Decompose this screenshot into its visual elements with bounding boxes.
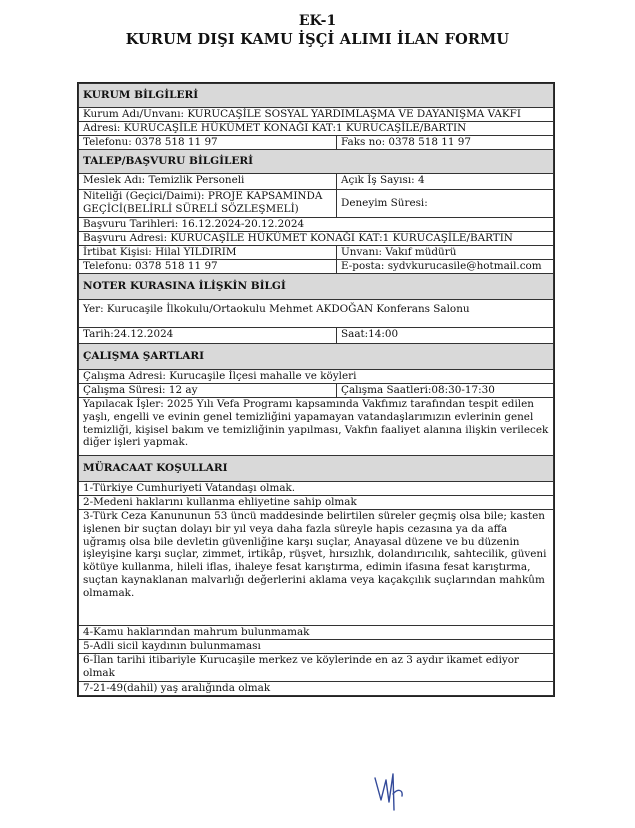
noter-saat: Saat:14:00 xyxy=(337,328,554,344)
kosul-4: 4-Kamu haklarından mahrum bulunmamak xyxy=(79,626,554,640)
meslek-adi: Meslek Adı: Temizlik Personeli xyxy=(79,174,337,190)
kosul-2: 2-Medeni haklarını kullanma ehliyetine sahip olmak xyxy=(79,496,554,510)
section-title: ÇALIŞMA ŞARTLARI xyxy=(79,344,554,370)
application-form xyxy=(77,82,555,697)
unvan: Unvanı: Vakıf müdürü xyxy=(337,246,554,260)
kurum-adres: Adresi: KURUCAŞİLE HÜKÜMET KONAĞI KAT:1 KURUCAŞİLE/BARTIN xyxy=(79,122,554,136)
kosul-7: 7-21-49(dahil) yaş aralığında olmak xyxy=(79,682,554,696)
yapilacak-isler: Yapılacak İşler: 2025 Yılı Vefa Programı kapsamında Vakfımız tarafından tespit edilen yaşlı, engelli ve evinin genel temizliğini yapamayan vatandaşlarımızın evlerinin genel temizliği, kişisel bakım ve temizliğinin yapılması, Vakfın faaliyet alanına ilişkin verilecek diğer işleri yapmak. xyxy=(79,398,554,456)
niteligi-line-1: Niteliği (Geçici/Daimi): PROJE KAPSAMINDA xyxy=(83,190,323,202)
kurum-ad: Kurum Adı/Unvanı: KURUCAŞİLE SOSYAL YARDIMLAŞMA VE DAYANIŞMA VAKFI xyxy=(79,108,554,122)
niteligi-line-2: GEÇİCİ(BELİRLİ SÜRELİ SÖZLEŞMELİ) xyxy=(83,202,299,215)
noter-tarih: Tarih:24.12.2024 xyxy=(79,328,337,344)
kosul-1: 1-Türkiye Cumhuriyeti Vatandaşı olmak. xyxy=(79,482,554,496)
section-title: KURUM BİLGİLERİ xyxy=(79,84,554,108)
kurum-faks: Faks no: 0378 518 11 97 xyxy=(337,136,554,150)
irtibat-kisisi: İrtibat Kişisi: Hilal YILDIRIM xyxy=(79,246,337,260)
talep-telefon: Telefonu: 0378 518 11 97 xyxy=(79,260,337,274)
section-title: TALEP/BAŞVURU BİLGİLERİ xyxy=(79,150,554,174)
signature-mark xyxy=(372,766,406,814)
noter-section-header xyxy=(79,274,554,300)
muracaat-section-header xyxy=(79,456,554,482)
kosul-3: 3-Türk Ceza Kanununun 53 üncü maddesinde belirtilen süreler geçmiş olsa bile; kasten işlenen bir suçtan dolayı bir yıl veya daha fazla süreyle hapis cezasına ya da affa uğramış olsa bile devletin güvenliğine karşı suçlar, Anayasal düzene ve bu düzenin işleyişine karşı suçlar, zimmet, irtikâp, rüşvet, hırsızlık, dolandırıcılık, sahtecilik, güveni kötüye kullanma, hileli iflas, ihaleye fesat karıştırma, edimin ifasına fesat karıştırma, suçtan kaynaklanan malvarlığı değerlerini aklama veya kaçakçılık suçlarından mahkûm olmamak. xyxy=(79,510,554,626)
kosul-5: 5-Adli sicil kaydının bulunmaması xyxy=(79,640,554,654)
form-title: KURUM DIŞI KAMU İŞÇİ ALIMI İLAN FORMU xyxy=(125,31,510,48)
basvuru-adresi: Başvuru Adresi: KURUCAŞİLE HÜKÜMET KONAĞI KAT:1 KURUCAŞİLE/BARTIN xyxy=(79,232,554,246)
basvuru-tarihleri: Başvuru Tarihleri: 16.12.2024-20.12.2024 xyxy=(79,218,554,232)
calisma-section-header xyxy=(79,344,554,370)
section-title: NOTER KURASINA İLİŞKİN BİLGİ xyxy=(79,274,554,300)
kosul-6: 6-İlan tarihi itibariyle Kurucaşile merkez ve köylerinde en az 3 aydır ikamet ediyor olmak xyxy=(79,654,554,682)
kurum-section-header xyxy=(79,84,554,108)
calisma-saatleri: Çalışma Saatleri:08:30-17:30 xyxy=(337,384,554,398)
deneyim-suresi: Deneyim Süresi: xyxy=(337,190,554,218)
niteligi xyxy=(79,190,337,218)
annex-number: EK-1 xyxy=(298,13,337,29)
talep-section-header xyxy=(79,150,554,174)
kurum-telefon: Telefonu: 0378 518 11 97 xyxy=(79,136,337,150)
section-title: MÜRACAAT KOŞULLARI xyxy=(79,456,554,482)
acik-is-sayisi: Açık İş Sayısı: 4 xyxy=(337,174,554,190)
noter-yer: Yer: Kurucaşile İlkokulu/Ortaokulu Mehmet AKDOĞAN Konferans Salonu xyxy=(79,300,554,328)
calisma-adresi: Çalışma Adresi: Kurucaşile İlçesi mahalle ve köyleri xyxy=(79,370,554,384)
eposta: E-posta: sydvkurucasile@hotmail.com xyxy=(337,260,554,274)
calisma-suresi: Çalışma Süresi: 12 ay xyxy=(79,384,337,398)
